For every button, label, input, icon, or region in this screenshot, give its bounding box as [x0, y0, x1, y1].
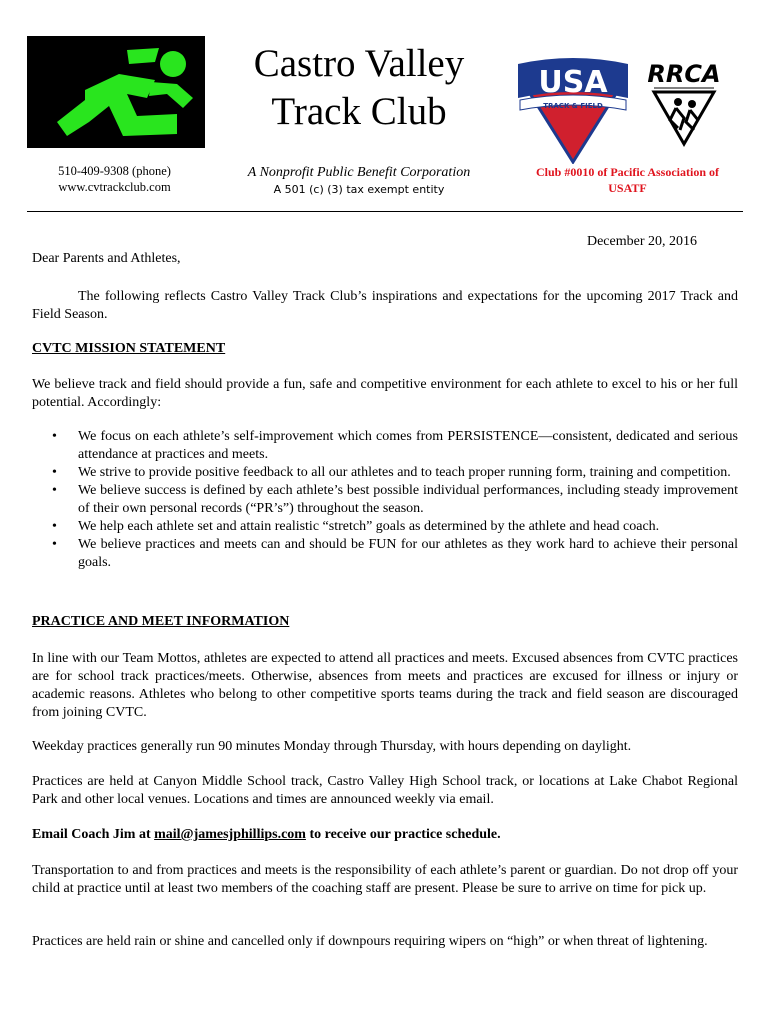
rrca-logo-icon [648, 58, 720, 148]
bullet-icon: • [52, 429, 57, 444]
list-item: • We believe success is defined by each athlete’s best possible individual performances, including steady improvement of their own personal records (“PR’s”) throughout the season. [52, 483, 738, 516]
list-item: • We focus on each athlete’s self-improvement which comes from PERSISTENCE—consistent, dedicated and serious attendance at practices and meets. [52, 429, 738, 462]
list-item: • We believe practices and meets can and should be FUN for our athletes as they work hard to achieve their personal goals. [52, 537, 738, 570]
email-link[interactable]: mail@jamesjphillips.com [154, 827, 306, 842]
contact-info [32, 163, 197, 195]
rrca-logo-text: RRCA [648, 60, 720, 88]
transport-paragraph: Transportation to and from practices and meets is the responsibility of each athlete’s parent or guardian. Do not drop off your child at practice until at least two members of the coaching staff are present. Please be sure to arrive on time for pick up. [32, 863, 738, 896]
salutation: Dear Parents and Athletes, [32, 251, 181, 266]
usa-logo-text: USA [538, 65, 608, 100]
club-name-line2: Track Club [271, 90, 447, 133]
attendance-paragraph: In line with our Team Mottos, athletes are expected to attend all practices and meets. Excused absences from CVTC practices are for school track practices/meets. Otherwise, absences from meets and practices are excused for illness or injury or academic reasons. Athletes who belong to other competitive sports teams during the track and field season are discouraged from joining CVTC. [32, 651, 738, 720]
intro-paragraph: The following reflects Castro Valley Track Club’s inspirations and expectations for the upcoming 2017 Track and Field Season. [32, 289, 738, 322]
weather-paragraph: Practices are held rain or shine and cancelled only if downpours requiring wipers on “high” or when threat of lightening. [32, 934, 708, 949]
club-name-line1: Castro Valley [253, 42, 465, 85]
bullet-icon: • [52, 537, 57, 552]
usa-logo-subtext: TRACK & FIELD [543, 102, 603, 110]
bullet-icon: • [52, 519, 57, 534]
club-number: Club #0010 of Pacific Association of USATF [536, 165, 719, 195]
tax-status-line: A 501 (c) (3) tax exempt entity [273, 183, 445, 196]
nonprofit-line: A Nonprofit Public Benefit Corporation [247, 165, 471, 180]
letter-date: December 20, 2016 [586, 234, 697, 249]
bullet-icon: • [52, 483, 57, 498]
list-item: • We strive to provide positive feedback to all our athletes and to teach proper running form, training and competition. [52, 465, 731, 480]
header-divider [27, 211, 743, 212]
club-name [214, 40, 504, 136]
bullet-icon: • [52, 465, 57, 480]
usatf-logo-icon [514, 54, 632, 164]
nonprofit-info [214, 164, 504, 197]
runner-logo-icon [27, 36, 205, 148]
mission-bullets [32, 428, 738, 572]
locations-paragraph: Practices are held at Canyon Middle School track, Castro Valley High School track, or locations at Lake Chabot Regional Park and other local venues. Locations and times are announced weekly via email. [32, 774, 738, 807]
mission-paragraph: We believe track and field should provide a fun, safe and competitive environment for each athlete to excel to his or her full potential. Accordingly: [32, 377, 738, 410]
email-paragraph: Email Coach Jim at mail@jamesjphillips.com to receive our practice schedule. [32, 827, 501, 842]
phone-number: 510-409-9308 (phone) [58, 164, 171, 178]
weekday-paragraph: Weekday practices generally run 90 minutes Monday through Thursday, with hours depending on daylight. [32, 739, 632, 754]
website-link[interactable]: www.cvtrackclub.com [58, 180, 171, 194]
practice-heading: PRACTICE AND MEET INFORMATION [32, 614, 290, 629]
list-item: • We help each athlete set and attain realistic “stretch” goals as determined by the athlete and head coach. [52, 519, 660, 534]
mission-heading: CVTC MISSION STATEMENT [32, 341, 226, 356]
